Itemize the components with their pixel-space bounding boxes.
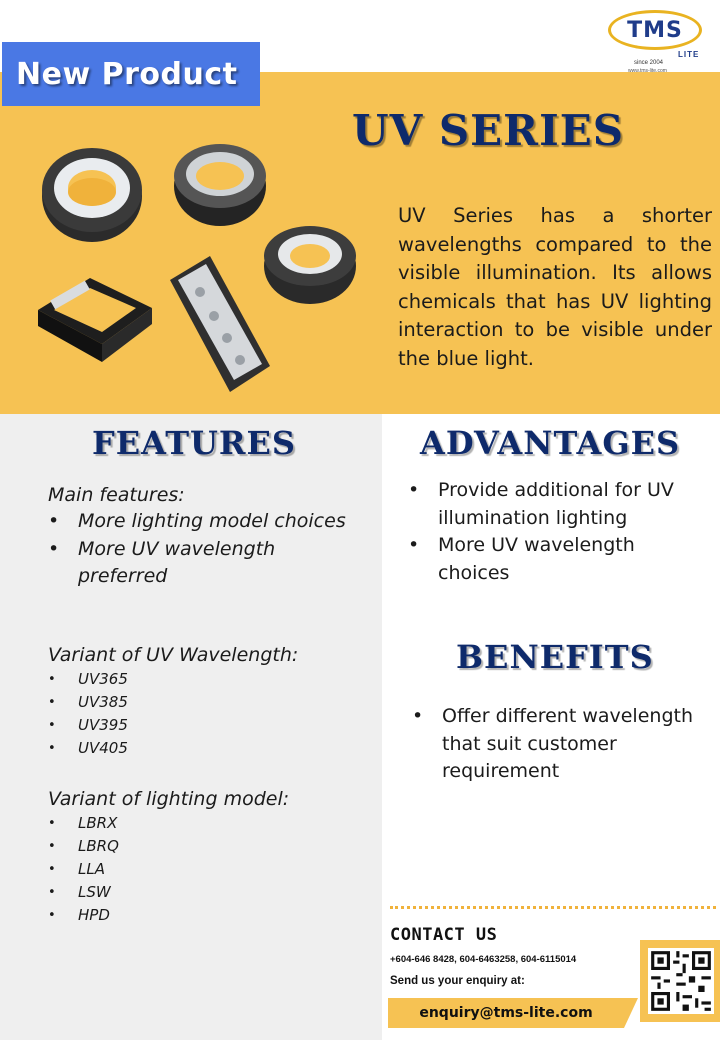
list-item: • UV395 bbox=[48, 714, 368, 737]
list-item: • LSW bbox=[48, 881, 368, 904]
list-item: • More UV wavelength preferred bbox=[48, 536, 368, 591]
list-item: • LBRQ bbox=[48, 835, 368, 858]
features-title: FEATURES bbox=[92, 424, 296, 462]
badge-label: New Product bbox=[16, 56, 238, 92]
qr-code-icon[interactable] bbox=[648, 948, 714, 1014]
product-photos bbox=[20, 130, 370, 400]
product-title: UV SERIES bbox=[352, 106, 625, 155]
benefits-title: BENEFITS bbox=[456, 638, 654, 676]
logo-suffix: LITE bbox=[678, 50, 700, 59]
list-item: • HPD bbox=[48, 904, 368, 927]
company-logo bbox=[600, 4, 712, 78]
product-description: UV Series has a shorter wavelengths compared to the visible illumination. Its allows chemicals that has UV lighting interaction to be visible under the blue light. bbox=[398, 204, 712, 370]
email-bar-tail bbox=[624, 998, 638, 1028]
list-item: • Offer different wavelength that suit customer requirement bbox=[408, 703, 708, 786]
logo-since: since 2004 bbox=[634, 60, 664, 66]
model-list bbox=[48, 812, 368, 927]
bar-light bbox=[170, 256, 270, 392]
wavelength-heading: Variant of UV Wavelength: bbox=[48, 644, 299, 666]
contact-divider bbox=[390, 906, 716, 909]
logo-url: www.tms-lite.com bbox=[628, 68, 667, 74]
new-product-badge bbox=[2, 42, 260, 106]
contact-enquiry-label: Send us your enquiry at: bbox=[390, 975, 525, 987]
list-item: • UV365 bbox=[48, 668, 368, 691]
square-light bbox=[38, 278, 152, 362]
model-block bbox=[48, 786, 368, 927]
list-item: • More lighting model choices bbox=[48, 508, 368, 536]
model-heading: Variant of lighting model: bbox=[48, 788, 290, 810]
contact-email[interactable] bbox=[388, 998, 624, 1028]
advantages-list bbox=[404, 477, 704, 587]
list-item: • LLA bbox=[48, 858, 368, 881]
list-item: • UV385 bbox=[48, 691, 368, 714]
list-item: • More UV wavelength choices bbox=[404, 532, 704, 587]
advantages-title: ADVANTAGES bbox=[420, 424, 681, 462]
ring-light-large bbox=[42, 148, 142, 242]
list-item: • LBRX bbox=[48, 812, 368, 835]
main-features-list bbox=[48, 508, 368, 591]
main-features-heading: Main features: bbox=[48, 484, 185, 506]
logo-name: TMS bbox=[627, 18, 683, 43]
ring-light-small bbox=[264, 226, 356, 304]
main-features-block bbox=[48, 482, 368, 591]
list-item: • UV405 bbox=[48, 737, 368, 760]
email-text: enquiry@tms-lite.com bbox=[419, 1005, 593, 1021]
wavelength-list bbox=[48, 668, 368, 760]
contact-title: CONTACT US bbox=[390, 925, 498, 945]
list-item: • Provide additional for UV illumination lighting bbox=[404, 477, 704, 532]
wavelength-block bbox=[48, 642, 368, 760]
contact-phones: +604-646 8428, 604-6463258, 604-6115014 bbox=[390, 954, 577, 965]
ring-light-medium bbox=[174, 144, 266, 226]
benefits-list bbox=[408, 703, 708, 786]
